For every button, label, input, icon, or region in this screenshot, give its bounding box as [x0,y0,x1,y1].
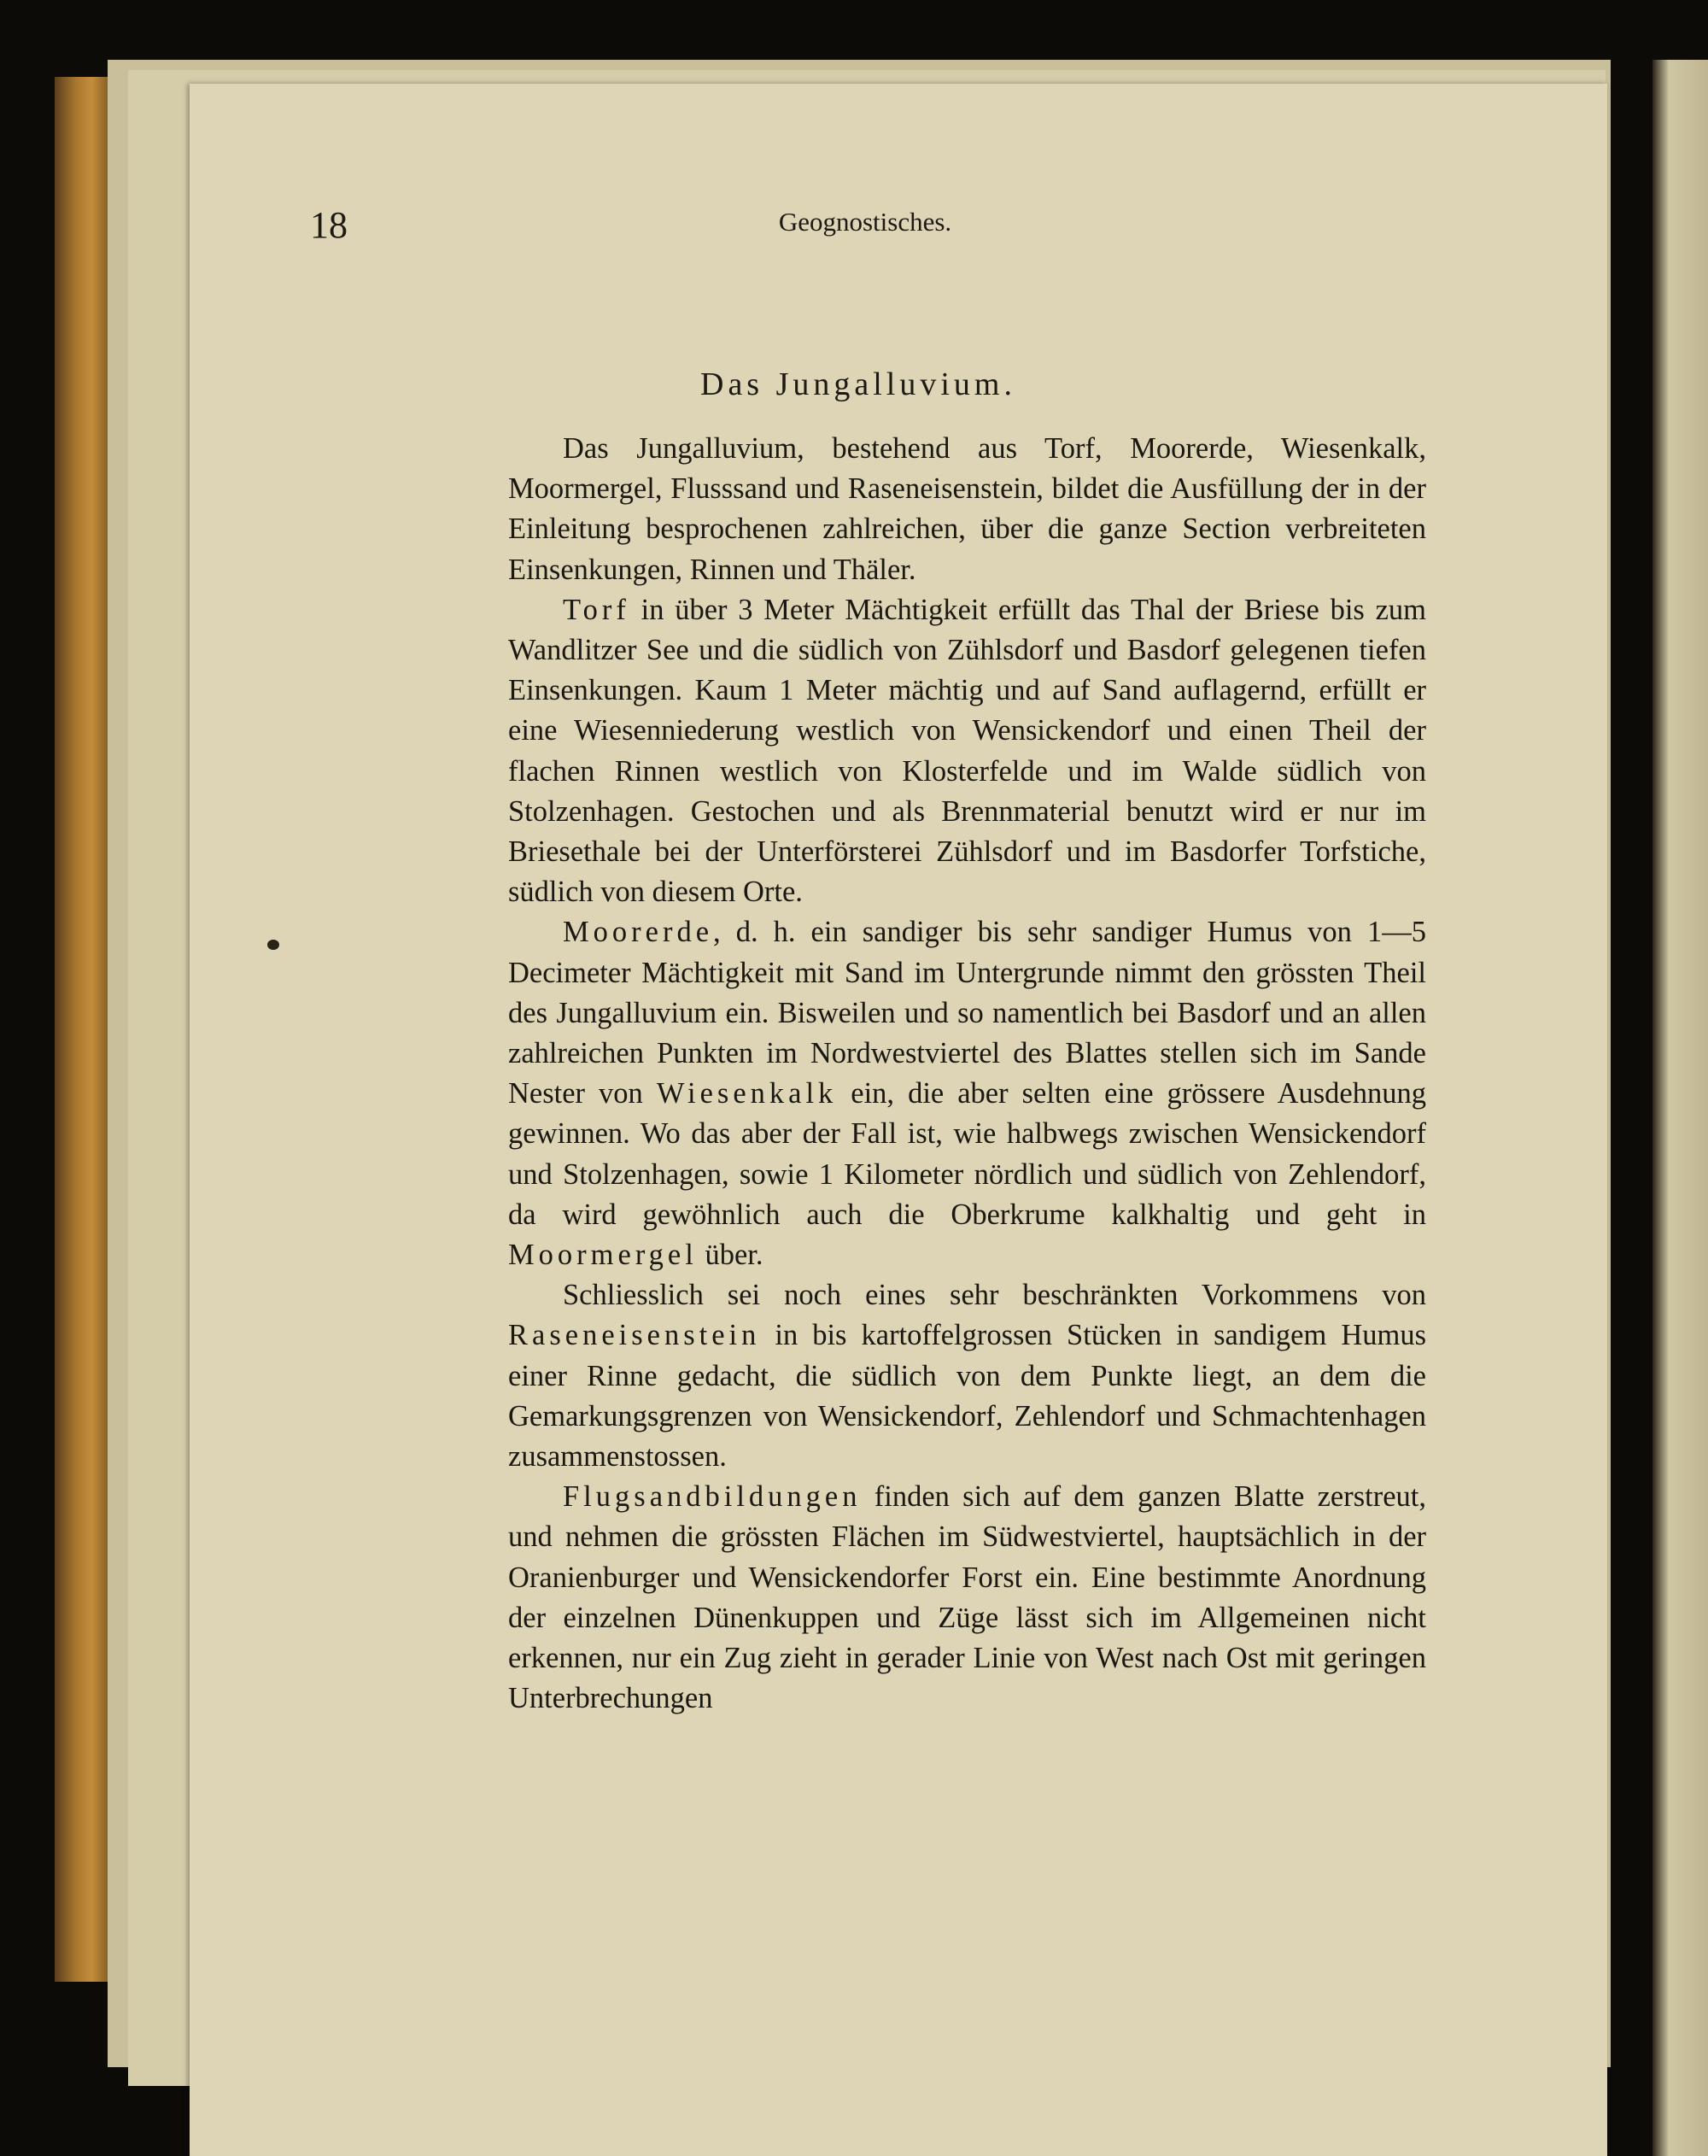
paragraph-raseneisenstein [508,1275,1426,1477]
spaced-term-flugsandbildungen: Flugsandbildungen [563,1480,862,1514]
spaced-term-raseneisenstein: Raseneisenstein [508,1319,761,1352]
paragraph-text: in über 3 Meter Mächtigkeit erfüllt das Thal der Briese bis zum Wandlitzer See und die südlich von Zühlsdorf und Basdorf gelegenen tiefen Einsenkungen. Kaum 1 Meter mächtig und auf Sand auflagernd, erfüllt er eine Wiesenniederung westlich von Wensickendorf und einen Theil der flachen Rinnen westlich von Klosterfelde und im Walde südlich von Stolzenhagen. Gestochen und als Brennmaterial benutzt wird er nur im Briesethale bei der Unterförsterei Zühlsdorf und im Basdorfer Torfstiche, südlich von diesem Orte. [508,593,1426,909]
paragraph-text: über. [697,1239,763,1272]
book-spine [55,77,108,1982]
paragraph-flugsand [508,1477,1426,1719]
spaced-term-torf: Torf [563,593,630,626]
paragraph-text: finden sich auf dem ganzen Blatte zerstreut, und nehmen die grössten Flächen im Südwestviertel, hauptsächlich in der Oranienburger und Wensickendorfer Forst ein. Eine bestimmte Anordnung der einzelnen Dünenkuppen und Züge lässt sich im Allgemeinen nicht erkennen, nur ein Zug zieht in gerader Linie von West nach Ost mit geringen Unterbrechungen [508,1480,1426,1715]
page-number: 18 [310,204,348,246]
spaced-term-wiesenkalk: Wiesenkalk [656,1077,838,1110]
spaced-term-moormergel: Moormergel [508,1239,698,1272]
spaced-term-moorerde: Moorerde [563,916,714,949]
paragraph-jungalluvium [508,429,1426,590]
paragraph-moorerde [508,912,1426,1275]
running-head: Geognostisches. [778,207,952,237]
adjacent-page-edge [1652,60,1708,2156]
page-header [310,198,1420,249]
paragraph-text: in bis kartoffelgrossen Stücken in sandigem Humus einer Rinne gedacht, die südlich von dem Punkte liegt, an dem die Gemarkungsgrenzen von Wensickendorf, Zehlendorf und Schmachtenhagen zusammenstossen. [508,1319,1426,1473]
paragraph-text: , d. h. ein sandiger bis sehr sandiger Humus von 1—5 Decimeter Mächtigkeit mit Sand im Untergrunde nimmt den grössten Theil des Jungalluvium ein. Bisweilen und so namentlich bei Basdorf und an allen zahlreichen Punkten im Nordwestviertel des Blattes stellen sich im Sande Nester von [508,916,1426,1110]
paragraph-text: ein, die aber selten eine grössere Ausdehnung gewinnen. Wo das aber der Fall ist, wie halbwegs zwischen Wensickendorf und Stolzenhagen, sowie 1 Kilometer nördlich und südlich von Zehlendorf, da wird gewöhnlich auch die Oberkrume kalkhaltig und geht in [508,1077,1426,1231]
paragraph-text: Schliesslich sei noch eines sehr beschränkten Vorkommens von [563,1279,1426,1312]
paragraph-torf [508,590,1426,913]
paragraph-text: Das Jungalluvium, bestehend aus Torf, Moorerde, Wiesenkalk, Moormergel, Flusssand und Raseneisenstein, bildet die Ausfüllung der in der Einleitung besprochenen zahlreichen, über die ganze Section verbreiteten Einsenkungen, Rinnen und Thäler. [508,432,1426,586]
ink-blot [267,940,279,950]
body-text [508,429,1426,1720]
section-heading: Das Jungalluvium. [700,366,1016,402]
